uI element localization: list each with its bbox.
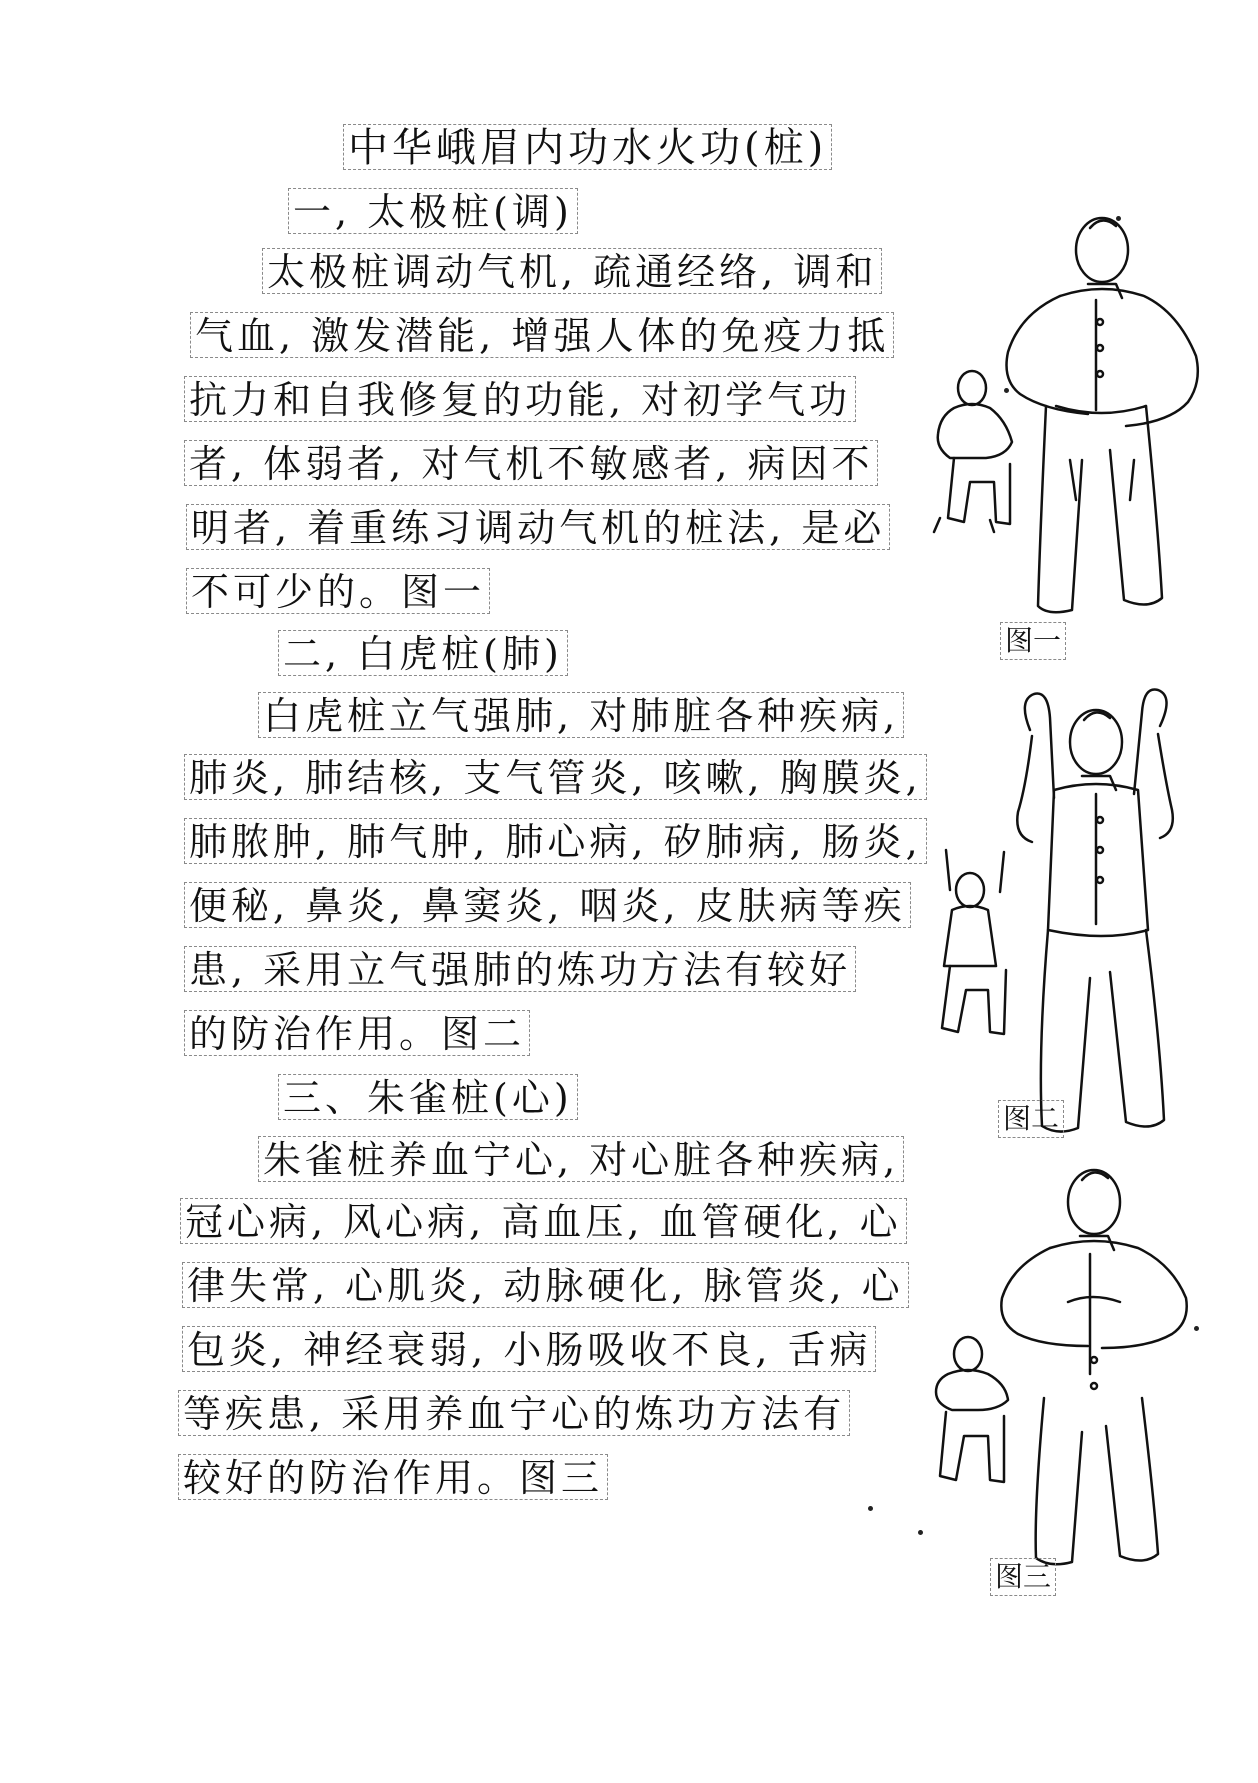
text-line: 的防治作用。图二 [184, 1010, 530, 1056]
text-line: 不可少的。图一 [186, 568, 490, 614]
section-heading: 二, 白虎桩(肺) [278, 630, 568, 676]
page-title: 中华峨眉内功水火功(桩) [343, 124, 832, 170]
text-line: 白虎桩立气强肺, 对肺脏各种疾病, [258, 692, 904, 738]
text-line: 明者, 着重练习调动气机的桩法, 是必 [186, 504, 890, 550]
section-heading: 一, 太极桩(调) [288, 188, 578, 234]
text-line: 抗力和自我修复的功能, 对初学气功 [184, 376, 856, 422]
text-line: 太极桩调动气机, 疏通经络, 调和 [262, 248, 882, 294]
text-line: 朱雀桩养血宁心, 对心脏各种疾病, [258, 1136, 904, 1182]
text-line: 气血, 激发潜能, 增强人体的免疫力抵 [190, 312, 894, 358]
speck [868, 1506, 873, 1511]
text-line: 肺脓肿, 肺气肿, 肺心病, 矽肺病, 肠炎, [184, 818, 927, 864]
figure-white-tiger-stance [920, 690, 1220, 1110]
text-line: 便秘, 鼻炎, 鼻窦炎, 咽炎, 皮肤病等疾 [184, 882, 911, 928]
figure-caption: 图三 [990, 1558, 1056, 1596]
text-line: 者, 体弱者, 对气机不敏感者, 病因不 [184, 440, 878, 486]
text-line: 包炎, 神经衰弱, 小肠吸收不良, 舌病 [182, 1326, 876, 1372]
speck [1004, 388, 1009, 393]
speck [918, 1530, 923, 1535]
speck [1116, 216, 1121, 221]
text-line: 肺炎, 肺结核, 支气管炎, 咳嗽, 胸膜炎, [184, 754, 927, 800]
text-line: 患, 采用立气强肺的炼功方法有较好 [184, 946, 856, 992]
speck [1194, 1326, 1199, 1331]
figure-taiji-stance [920, 200, 1220, 620]
text-line: 等疾患, 采用养血宁心的炼功方法有 [178, 1390, 850, 1436]
figure-caption: 图二 [998, 1100, 1064, 1138]
figure-vermilion-bird-stance [912, 1150, 1212, 1570]
text-line: 较好的防治作用。图三 [178, 1454, 608, 1500]
text-line: 冠心病, 风心病, 高血压, 血管硬化, 心 [180, 1198, 907, 1244]
figure-caption: 图一 [1000, 622, 1066, 660]
section-heading: 三、朱雀桩(心) [278, 1074, 578, 1120]
text-line: 律失常, 心肌炎, 动脉硬化, 脉管炎, 心 [182, 1262, 909, 1308]
